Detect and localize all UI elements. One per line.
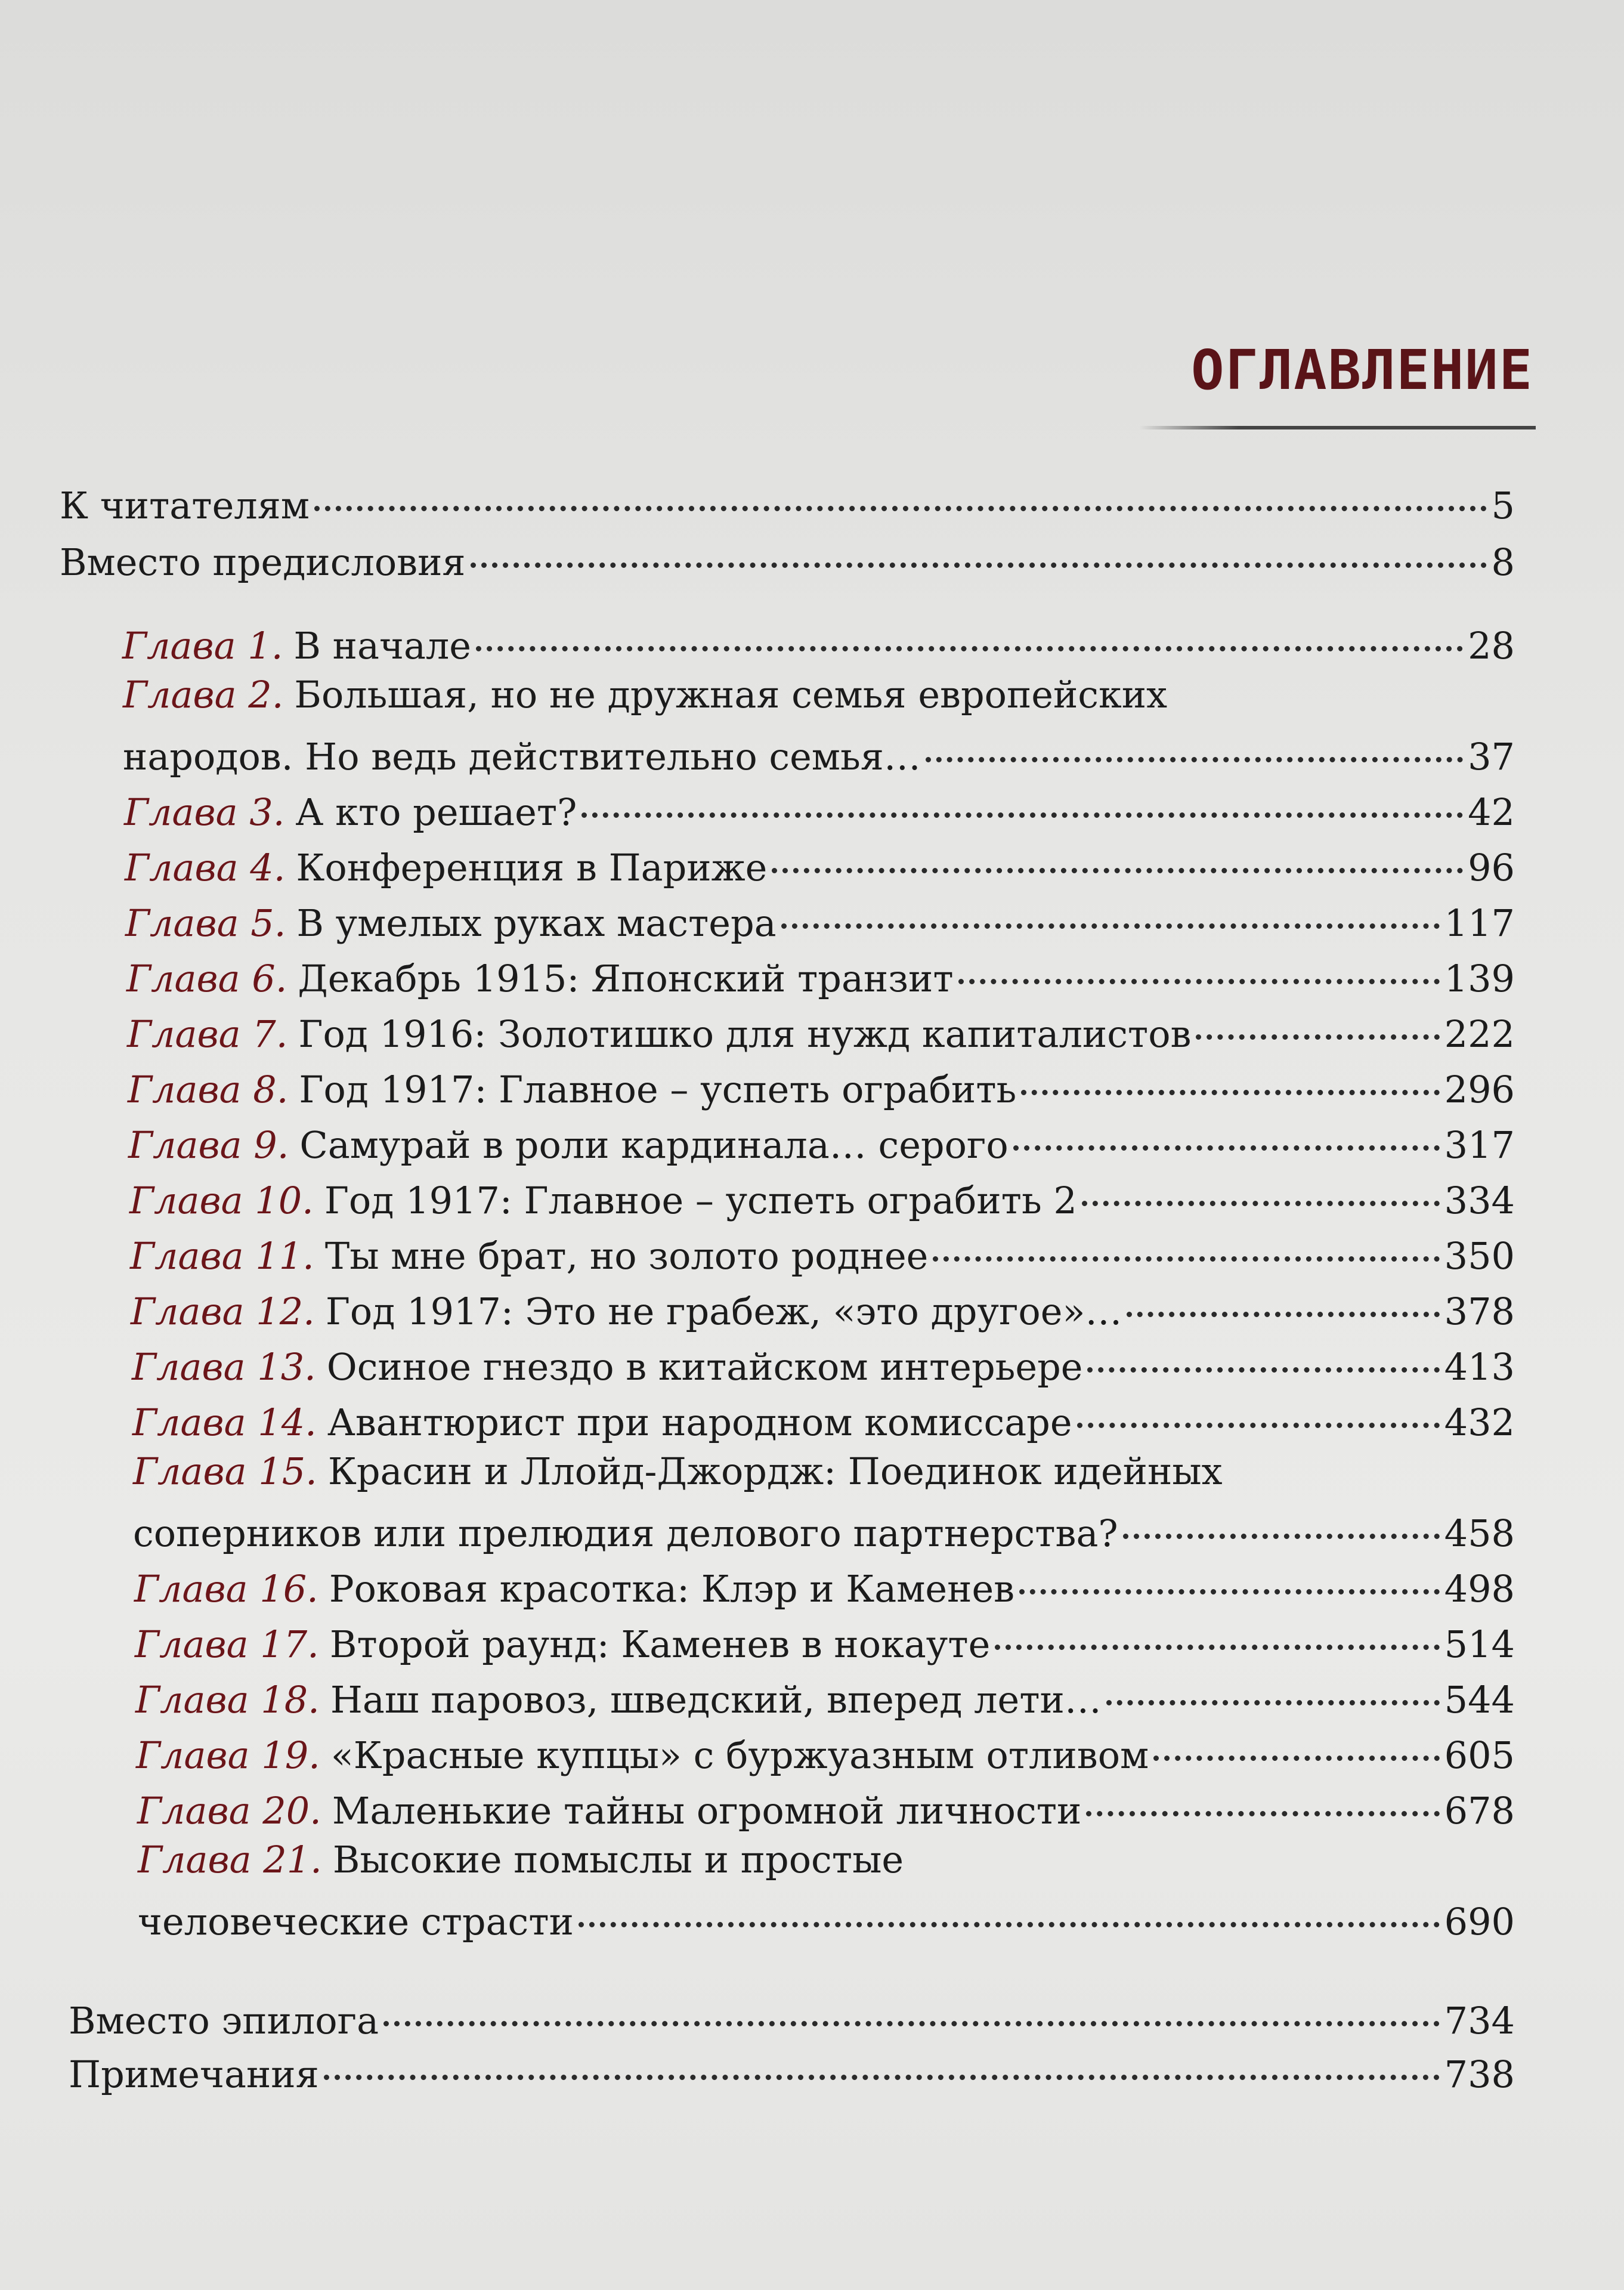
chapter-title: Самурай в роли кардинала… серого <box>299 1123 1009 1167</box>
chapter-label: Глава 19. <box>136 1733 320 1777</box>
chapter-title: Авантюрист при народном комиссаре <box>327 1401 1072 1444</box>
page-number: 678 <box>1444 1789 1515 1832</box>
page-number: 222 <box>1444 1012 1515 1056</box>
page-number: 37 <box>1468 735 1515 778</box>
dot-leader <box>1086 1769 1439 1816</box>
toc-line <box>133 1444 1223 1499</box>
back-matter-title: Вместо эпилога <box>69 1999 379 2042</box>
dot-leader <box>958 937 1440 984</box>
page-number: 334 <box>1444 1179 1515 1222</box>
dot-leader <box>471 521 1487 568</box>
chapter-label: Глава 2. <box>123 673 284 716</box>
front-matter-title: К читателям <box>60 484 310 527</box>
chapter-label: Глава 13. <box>132 1345 316 1389</box>
page-number: 738 <box>1444 2053 1515 2096</box>
chapter-label: Глава 8. <box>128 1068 289 1111</box>
dot-leader <box>476 604 1463 651</box>
chapter-label: Глава 4. <box>125 846 286 889</box>
dot-leader <box>781 882 1440 929</box>
page-number: 8 <box>1491 540 1515 584</box>
chapter-title: Большая, но не дружная семья европейских <box>294 673 1168 716</box>
page-number: 139 <box>1444 957 1515 1000</box>
chapter-title: Год 1917: Это не грабеж, «это другое»… <box>325 1290 1122 1333</box>
dot-leader <box>1019 1547 1440 1594</box>
page-number: 690 <box>1444 1900 1515 1943</box>
dot-leader <box>1123 1492 1440 1539</box>
toc-row <box>138 1887 1515 1949</box>
dot-leader <box>1077 1381 1440 1428</box>
dot-leader <box>581 771 1463 818</box>
toc-line <box>138 1832 904 1887</box>
chapter-label: Глава 3. <box>124 790 285 834</box>
chapter-label: Глава 16. <box>134 1567 318 1611</box>
page-number: 378 <box>1444 1290 1515 1333</box>
dot-leader <box>1127 1270 1439 1317</box>
front-matter-title: Вместо предисловия <box>60 540 466 584</box>
dot-leader <box>383 1979 1440 2026</box>
chapter-title: Роковая красотка: Клэр и Каменев <box>329 1567 1015 1611</box>
page-title: ОГЛАВЛЕНИЕ <box>1191 338 1533 402</box>
toc-row <box>69 2040 1515 2102</box>
chapter-title: В начале <box>293 624 471 667</box>
toc-row <box>60 528 1515 590</box>
chapter-label: Глава 14. <box>132 1401 317 1444</box>
back-matter-title: Примечания <box>69 2053 319 2096</box>
chapter-title: Год 1917: Главное – успеть ограбить 2 <box>324 1179 1077 1222</box>
chapter-title: Наш паровоз, шведский, вперед лети… <box>330 1678 1102 1722</box>
dot-leader <box>1021 1048 1439 1095</box>
dot-leader <box>1087 1325 1439 1373</box>
page-number: 432 <box>1444 1401 1515 1444</box>
chapter-label: Глава 1. <box>122 624 283 667</box>
dot-leader <box>1196 993 1439 1040</box>
chapter-title: Высокие помыслы и простые <box>332 1838 904 1881</box>
dot-leader <box>1153 1714 1439 1761</box>
chapter-title-continued: человеческие страсти <box>138 1900 574 1943</box>
page-number: 514 <box>1444 1623 1515 1666</box>
dot-leader <box>1106 1658 1440 1705</box>
dot-leader <box>933 1214 1439 1262</box>
chapter-title: Декабрь 1915: Японский транзит <box>298 957 954 1000</box>
dot-leader <box>1082 1159 1440 1206</box>
chapter-title: Второй раунд: Каменев в нокауте <box>329 1623 991 1666</box>
toc-row <box>137 1776 1515 1838</box>
chapter-title: Год 1916: Золотишко для нужд капиталистов <box>298 1012 1192 1056</box>
page-number: 458 <box>1444 1512 1515 1555</box>
page-number: 5 <box>1491 484 1515 527</box>
page-number: 117 <box>1444 901 1515 945</box>
toc-line <box>123 667 1167 722</box>
chapter-label: Глава 10. <box>129 1179 314 1222</box>
dot-leader <box>926 715 1463 762</box>
page-number: 317 <box>1444 1123 1515 1167</box>
chapter-title: Год 1917: Главное – успеть ограбить <box>299 1068 1017 1111</box>
chapter-title-continued: соперников или прелюдия делового партнерства? <box>133 1512 1118 1555</box>
chapter-label: Глава 15. <box>133 1450 317 1493</box>
chapter-label: Глава 17. <box>135 1623 319 1666</box>
toc-row <box>132 1388 1515 1450</box>
page-number: 350 <box>1444 1234 1515 1278</box>
page-number: 296 <box>1444 1068 1515 1111</box>
chapter-label: Глава 6. <box>126 957 287 1000</box>
dot-leader <box>995 1603 1439 1650</box>
chapter-label: Глава 18. <box>135 1678 320 1722</box>
toc-row <box>122 611 1515 673</box>
chapter-title: Ты мне брат, но золото роднее <box>324 1234 929 1278</box>
page-number: 413 <box>1444 1345 1515 1389</box>
chapter-title: «Красные купцы» с буржуазным отливом <box>330 1733 1149 1777</box>
chapter-label: Глава 5. <box>125 901 286 945</box>
page-number: 544 <box>1444 1678 1515 1722</box>
dot-leader <box>772 826 1463 873</box>
page-number: 96 <box>1468 846 1515 889</box>
page-number: 498 <box>1444 1567 1515 1611</box>
dot-leader <box>324 2033 1440 2080</box>
page-number: 28 <box>1468 624 1515 667</box>
chapter-title-continued: народов. Но ведь действительно семья… <box>123 735 921 778</box>
chapter-label: Глава 11. <box>130 1234 314 1278</box>
page-number: 42 <box>1468 790 1515 834</box>
chapter-title: Маленькие тайны огромной личности <box>332 1789 1082 1832</box>
chapter-title: Красин и Ллойд-Джордж: Поединок идейных <box>327 1450 1223 1493</box>
dot-leader <box>579 1880 1440 1927</box>
chapter-title: В умелых руках мастера <box>296 901 777 945</box>
dot-leader <box>314 464 1487 511</box>
chapter-label: Глава 20. <box>137 1789 321 1832</box>
chapter-label: Глава 9. <box>128 1123 289 1167</box>
page-number: 734 <box>1444 1999 1515 2042</box>
chapter-label: Глава 21. <box>138 1838 322 1881</box>
chapter-title: Осиное гнездо в китайском интерьере <box>326 1345 1083 1389</box>
dot-leader <box>1013 1104 1440 1151</box>
chapter-title: А кто решает? <box>295 790 577 834</box>
chapter-label: Глава 7. <box>127 1012 288 1056</box>
chapter-title: Конференция в Париже <box>296 846 768 889</box>
page-number: 605 <box>1444 1733 1515 1777</box>
chapter-label: Глава 12. <box>131 1290 315 1333</box>
